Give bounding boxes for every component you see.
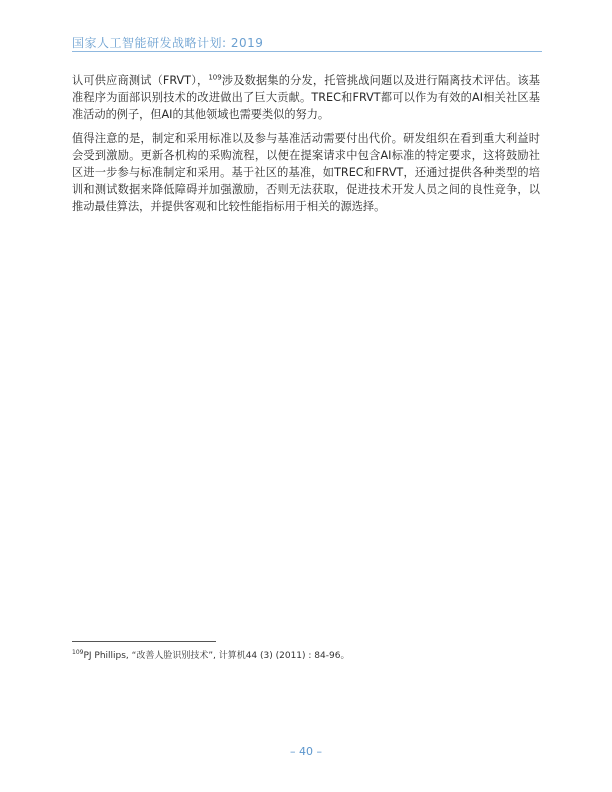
- paragraph: 值得注意的是，制定和采用标准以及参与基准活动需要付出代价。研发组织在看到重大利益时会受到激励。更新各机构的采购流程，以便在提案请求中包含AI标准的特定要求，这将鼓励社区进一步参与标准制定和采用。基于社区的基准，如TREC和FRVT，还通过提供各种类型的培训和测试数据来降低障碍并加强激励，否则无法获取，促进技术开发人员之间的良性竞争，以推动最佳算法，并提供客观和比较性能指标用于相关的源选择。: [72, 131, 540, 214]
- footnote-mark: 109: [72, 649, 84, 656]
- paragraph: [72, 72, 540, 124]
- header-divider: [72, 51, 542, 52]
- body-text: [72, 72, 540, 222]
- paragraph-text: 涉及数据集的分发，托管挑战问题以及进行隔离技术评估。该基准程序为面部识别技术的改进做出了巨大贡献。TREC和FRVT都可以作为有效的AI相关社区基准活动的例子，但AI的其他领域也需要类似的努力。: [72, 74, 540, 122]
- running-header: 国家人工智能研发战略计划: 2019: [72, 36, 264, 50]
- page-number: – 40 –: [290, 745, 322, 758]
- footnote-text: PJ Phillips, “改善人脸识别技术”, 计算机44 (3) (2011) : 84-96。: [83, 651, 350, 661]
- paragraph-lead-text: 认可供应商测试（FRVT），: [72, 74, 209, 87]
- footnote: [72, 650, 542, 662]
- footnote-reference[interactable]: 109: [208, 73, 222, 82]
- footnote-divider: [72, 641, 216, 642]
